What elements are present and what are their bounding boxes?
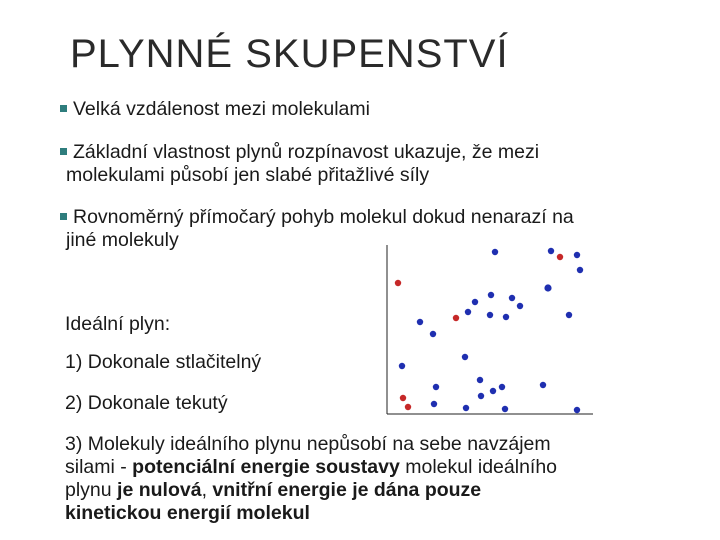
page-title: PLYNNÉ SKUPENSTVÍ: [70, 32, 509, 76]
molecule: [433, 384, 439, 390]
ideal-gas-item-2: 2) Dokonale tekutý: [65, 392, 228, 414]
molecule: [492, 249, 498, 255]
molecule: [540, 382, 546, 388]
bullet-text: Základní vlastnost plynů rozpínavost ukazuje, že mezi: [73, 141, 540, 163]
item-3-emphasis: potenciální energie soustavy: [132, 456, 400, 478]
molecule: [574, 252, 580, 258]
item-3-emphasis: je nulová: [117, 479, 202, 501]
molecule-highlighted: [395, 280, 401, 286]
item-3-emphasis: kinetickou energií molekul: [65, 502, 310, 524]
bullet-text: Velká vzdálenost mezi molekulami: [73, 98, 370, 120]
bullet-expansion: [60, 141, 710, 187]
bullet-text-continued: molekulami působí jen slabé přitažlivé síly: [66, 164, 430, 186]
molecule: [517, 303, 523, 309]
molecule: [548, 248, 554, 254]
item-3-text: ,: [201, 479, 213, 501]
square-bullet-icon: [60, 148, 67, 155]
square-bullet-icon: [60, 105, 67, 112]
molecule: [488, 292, 494, 298]
ideal-gas-item-1: 1) Dokonale stlačitelný: [65, 351, 262, 373]
bullet-motion: [60, 206, 710, 252]
ideal-gas-item-3: [65, 433, 705, 525]
item-3-emphasis: vnitřní energie je dána pouze: [212, 479, 482, 501]
molecule: [544, 284, 551, 291]
ideal-gas-heading: Ideální plyn:: [65, 313, 171, 335]
bullet-distance: [60, 98, 710, 121]
bullet-text: Rovnoměrný přímočarý pohyb molekul dokud nenarazí na: [73, 206, 574, 228]
molecule: [499, 384, 505, 390]
item-3-text: molekul ideálního: [399, 456, 558, 478]
molecule-highlighted: [557, 254, 563, 260]
bullet-text-continued: jiné molekuly: [66, 229, 179, 251]
molecule: [509, 295, 515, 301]
item-3-text: plynu: [65, 479, 118, 501]
molecule: [577, 267, 583, 273]
item-3-line-1: 3) Molekuly ideálního plynu nepůsobí na sebe navzájem: [65, 433, 551, 455]
molecule: [477, 377, 483, 383]
square-bullet-icon: [60, 213, 67, 220]
item-3-text: silami -: [65, 456, 133, 478]
molecule: [472, 299, 478, 305]
